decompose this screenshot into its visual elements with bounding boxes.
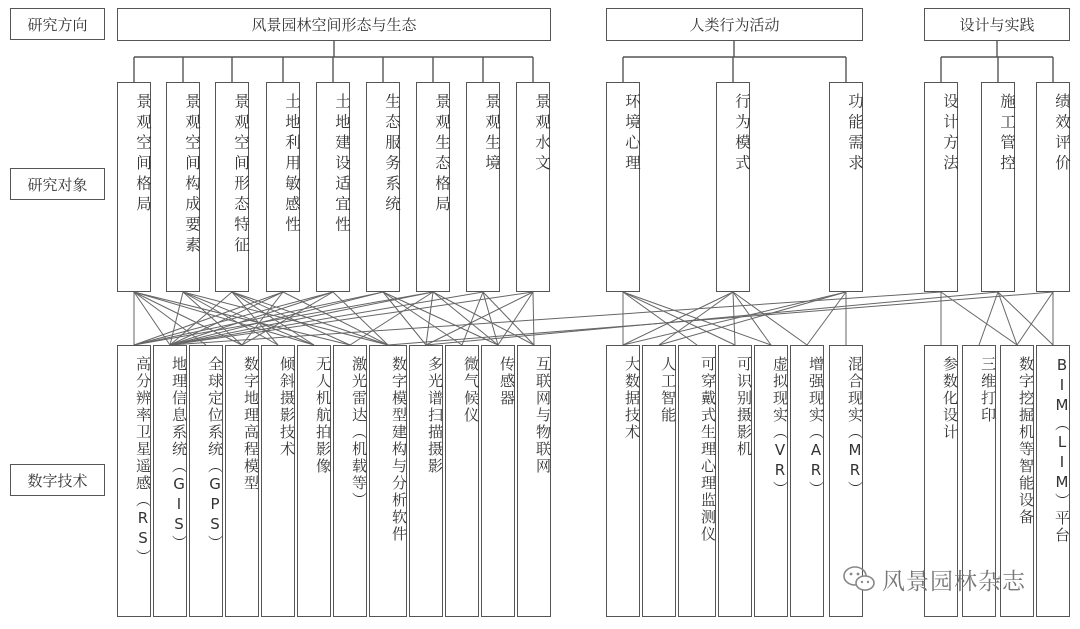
tech-ar: 增强现实（AR） <box>790 345 824 617</box>
object-construction-control: 施工管控 <box>981 82 1015 292</box>
cross-link <box>333 292 388 345</box>
cross-link <box>388 292 1053 345</box>
cross-link <box>283 292 388 345</box>
tech-wearable-monitor: 可穿戴式生理心理监测仪 <box>678 345 716 617</box>
direction-design-practice: 设计与实践 <box>924 8 1070 41</box>
cross-link <box>623 292 771 345</box>
cross-link <box>733 292 807 345</box>
row-label-direction: 研究方向 <box>10 8 105 40</box>
cross-link <box>1017 292 1053 345</box>
tech-recognition-camera: 可识别摄影机 <box>718 345 752 617</box>
tech-microclimate-meter: 微气候仪 <box>445 345 479 617</box>
tech-remote-sensing: 高分辨率卫星遥感（RS） <box>117 345 151 617</box>
cross-link <box>659 292 846 345</box>
object-performance-evaluation: 绩效评价 <box>1036 82 1070 292</box>
tech-parametric-design: 参数化设计 <box>924 345 958 617</box>
object-environmental-psychology: 环境心理 <box>606 82 640 292</box>
cross-link <box>426 292 998 345</box>
object-ecosystem-services: 生态服务系统 <box>366 82 400 292</box>
object-land-suitability: 土地建设适宜性 <box>316 82 350 292</box>
cross-link <box>134 292 350 345</box>
object-spatial-elements: 景观空间构成要素 <box>166 82 200 292</box>
watermark <box>842 563 1026 595</box>
tech-ai: 人工智能 <box>642 345 676 617</box>
cross-link <box>979 292 998 345</box>
object-design-method: 设计方法 <box>924 82 958 292</box>
tech-big-data: 大数据技术 <box>606 345 640 617</box>
cross-link <box>170 292 483 345</box>
cross-link <box>998 292 1017 345</box>
object-habitat: 景观生境 <box>466 82 500 292</box>
tech-modeling-software: 数字模型建构与分析软件 <box>369 345 407 617</box>
tech-3d-printing: 三维打印 <box>962 345 996 617</box>
object-behavior-pattern: 行为模式 <box>716 82 750 292</box>
tech-lidar: 激光雷达（机载等） <box>333 345 367 617</box>
watermark-text: 风景园林杂志 <box>882 568 1026 595</box>
cross-link <box>533 292 534 345</box>
tech-smart-excavator: 数字挖掘机等智能设备 <box>1000 345 1034 617</box>
cross-link <box>134 292 383 345</box>
object-ecological-pattern: 景观生态格局 <box>416 82 450 292</box>
direction-landscape-space: 风景园林空间形态与生态 <box>117 8 551 41</box>
tech-vr: 虚拟现实（VR） <box>754 345 788 617</box>
tech-sensor: 传感器 <box>481 345 515 617</box>
cross-link <box>426 292 433 345</box>
object-landscape-spatial-pattern: 景观空间格局 <box>117 82 151 292</box>
direction-human-behavior: 人类行为活动 <box>606 8 863 41</box>
object-land-sensitivity: 土地利用敏感性 <box>266 82 300 292</box>
tech-bim-platform: BIM（LIM）平台 <box>1036 345 1070 617</box>
tech-uav-imagery: 无人机航拍影像 <box>297 345 331 617</box>
tech-gis: 地理信息系统（GIS） <box>153 345 187 617</box>
tech-oblique-photography: 倾斜摄影技术 <box>261 345 295 617</box>
wechat-icon <box>842 564 876 594</box>
object-hydrology: 景观水文 <box>516 82 550 292</box>
object-spatial-form: 景观空间形态特征 <box>215 82 249 292</box>
tech-mr: 混合现实（MR） <box>829 345 863 617</box>
row-label-technology: 数字技术 <box>10 464 105 496</box>
tech-multispectral: 多光谱扫描摄影 <box>409 345 443 617</box>
tech-dem: 数字地理高程模型 <box>225 345 259 617</box>
tech-iot: 互联网与物联网 <box>517 345 551 617</box>
cross-link <box>183 292 278 345</box>
row-label-object: 研究对象 <box>10 168 105 200</box>
object-functional-needs: 功能需求 <box>829 82 863 292</box>
tech-gps: 全球定位系统（GPS） <box>189 345 223 617</box>
